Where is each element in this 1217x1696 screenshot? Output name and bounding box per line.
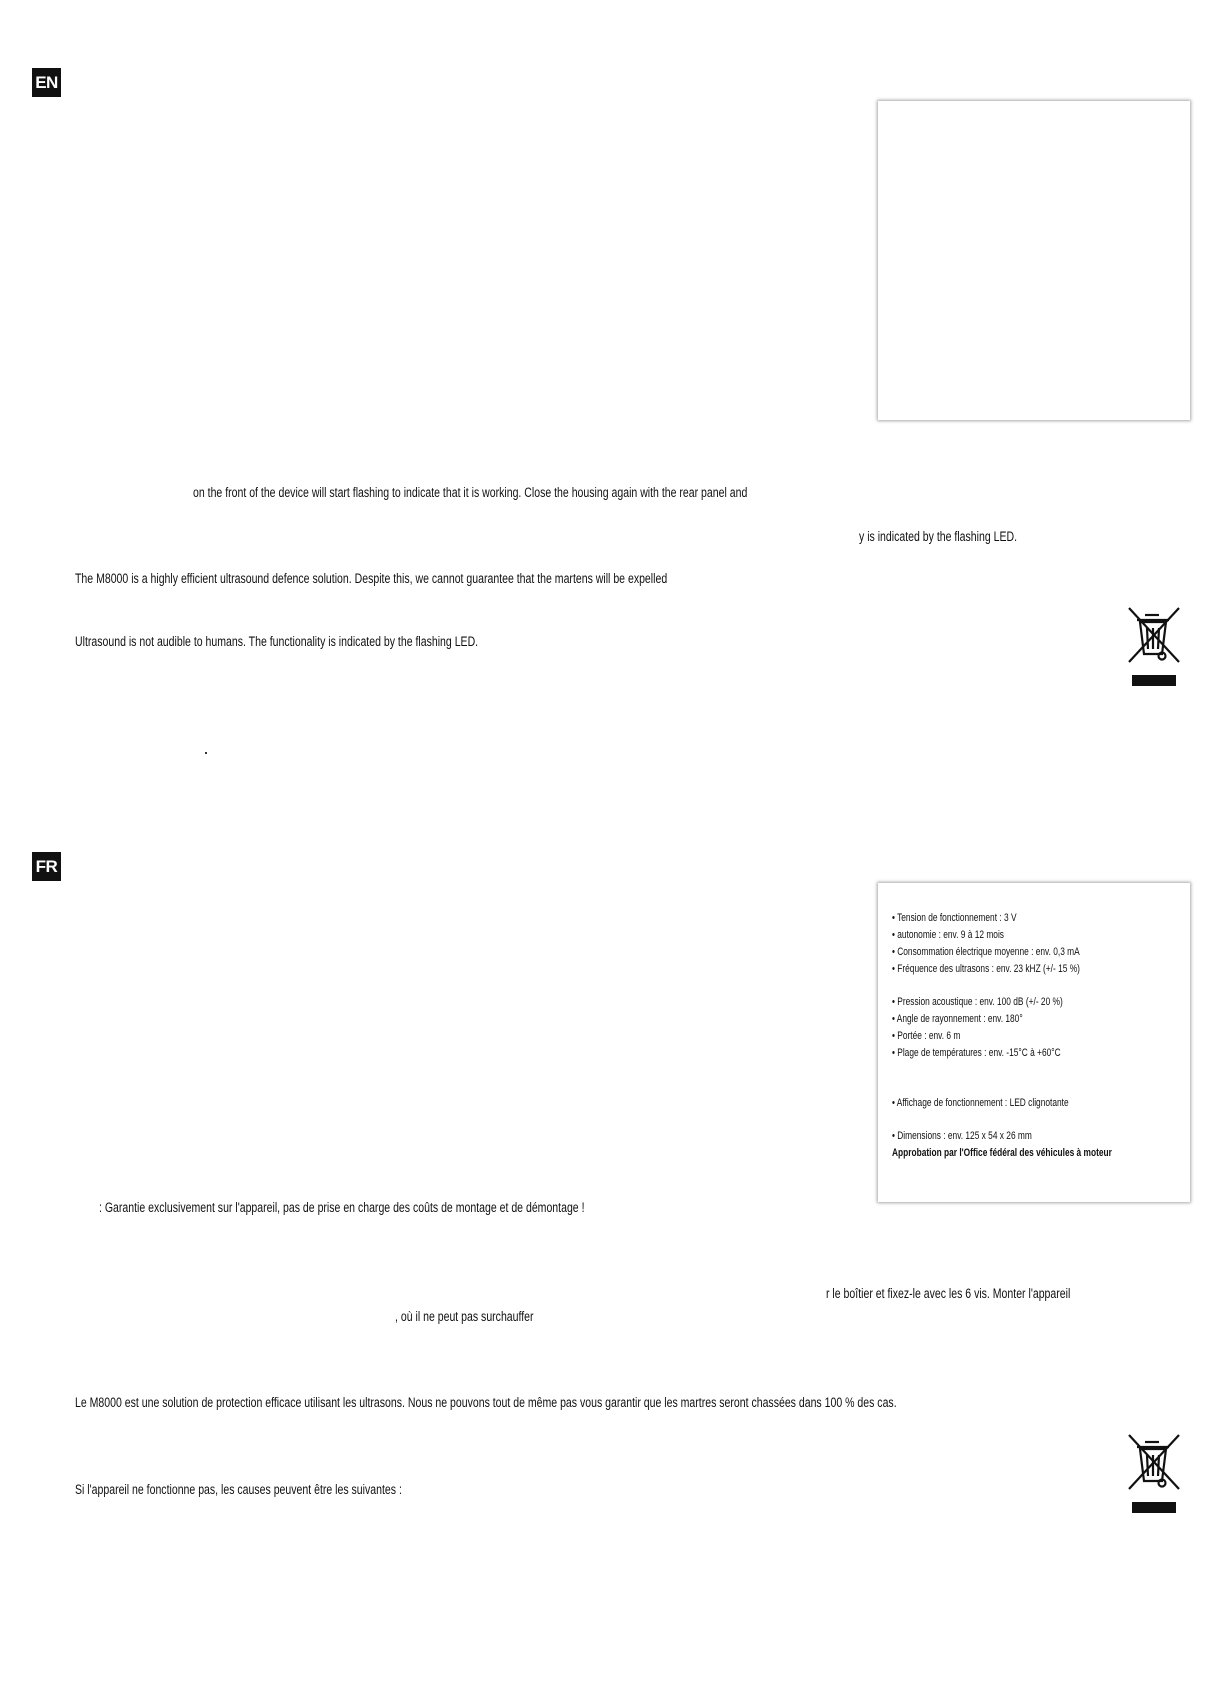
en-efficiency-text: The M8000 is a highly efficient ultrasound defence solution. Despite this, we cannot guarantee that the martens will be expelled [75,571,668,586]
spec-sound-pressure: • Pression acoustique : env. 100 dB (+/- 20 %) [892,996,1063,1008]
spec-range: • Portée : env. 6 m [892,1030,961,1042]
fr-causes-text: Si l'appareil ne fonctionne pas, les causes peuvent être les suivantes : [75,1482,402,1497]
fr-overheat-text: , où il ne peut pas surchauffer [395,1309,534,1324]
en-functionality-led-text: y is indicated by the flashing LED. [859,529,1018,544]
en-weee-disposal-icon [1126,606,1182,690]
spec-operating-voltage: • Tension de fonctionnement : 3 V [892,912,1017,924]
fr-spec-box [878,883,1190,1202]
language-badge-en: EN [32,68,61,97]
spec-radiation-angle: • Angle de rayonnement : env. 180° [892,1013,1023,1025]
spec-function-display: • Affichage de fonctionnement : LED clignotante [892,1097,1069,1109]
language-badge-fr: FR [32,852,61,881]
fr-weee-disposal-icon [1126,1433,1182,1517]
fr-efficiency-text: Le M8000 est une solution de protection efficace utilisant les ultrasons. Nous ne pouvons tout de même pas vous garantir que les martres seront chassées dans 100 % des cas. [75,1395,897,1410]
spec-approval: Approbation par l'Office fédéral des véhicules à moteur [892,1147,1112,1159]
en-stray-mark [205,752,207,754]
spec-autonomy: • autonomie : env. 9 à 12 mois [892,929,1004,941]
spec-dimensions: • Dimensions : env. 125 x 54 x 26 mm [892,1130,1032,1142]
en-led-flashing-text: on the front of the device will start flashing to indicate that it is working. Close the housing again with the rear panel and [193,485,748,500]
spec-temperature-range: • Plage de températures : env. -15°C à +60°C [892,1047,1061,1059]
spec-ultrasound-frequency: • Fréquence des ultrasons : env. 23 kHZ (+/- 15 %) [892,963,1080,975]
en-ultrasound-audible-text: Ultrasound is not audible to humans. The functionality is indicated by the flashing LED. [75,634,479,649]
fr-screws-text: r le boîtier et fixez-le avec les 6 vis. Monter l'appareil [826,1286,1071,1301]
spec-power-consumption: • Consommation électrique moyenne : env. 0,3 mA [892,946,1080,958]
en-spec-box [878,101,1190,420]
fr-warranty-text: : Garantie exclusivement sur l'appareil, pas de prise en charge des coûts de montage et de démontage ! [99,1200,585,1215]
